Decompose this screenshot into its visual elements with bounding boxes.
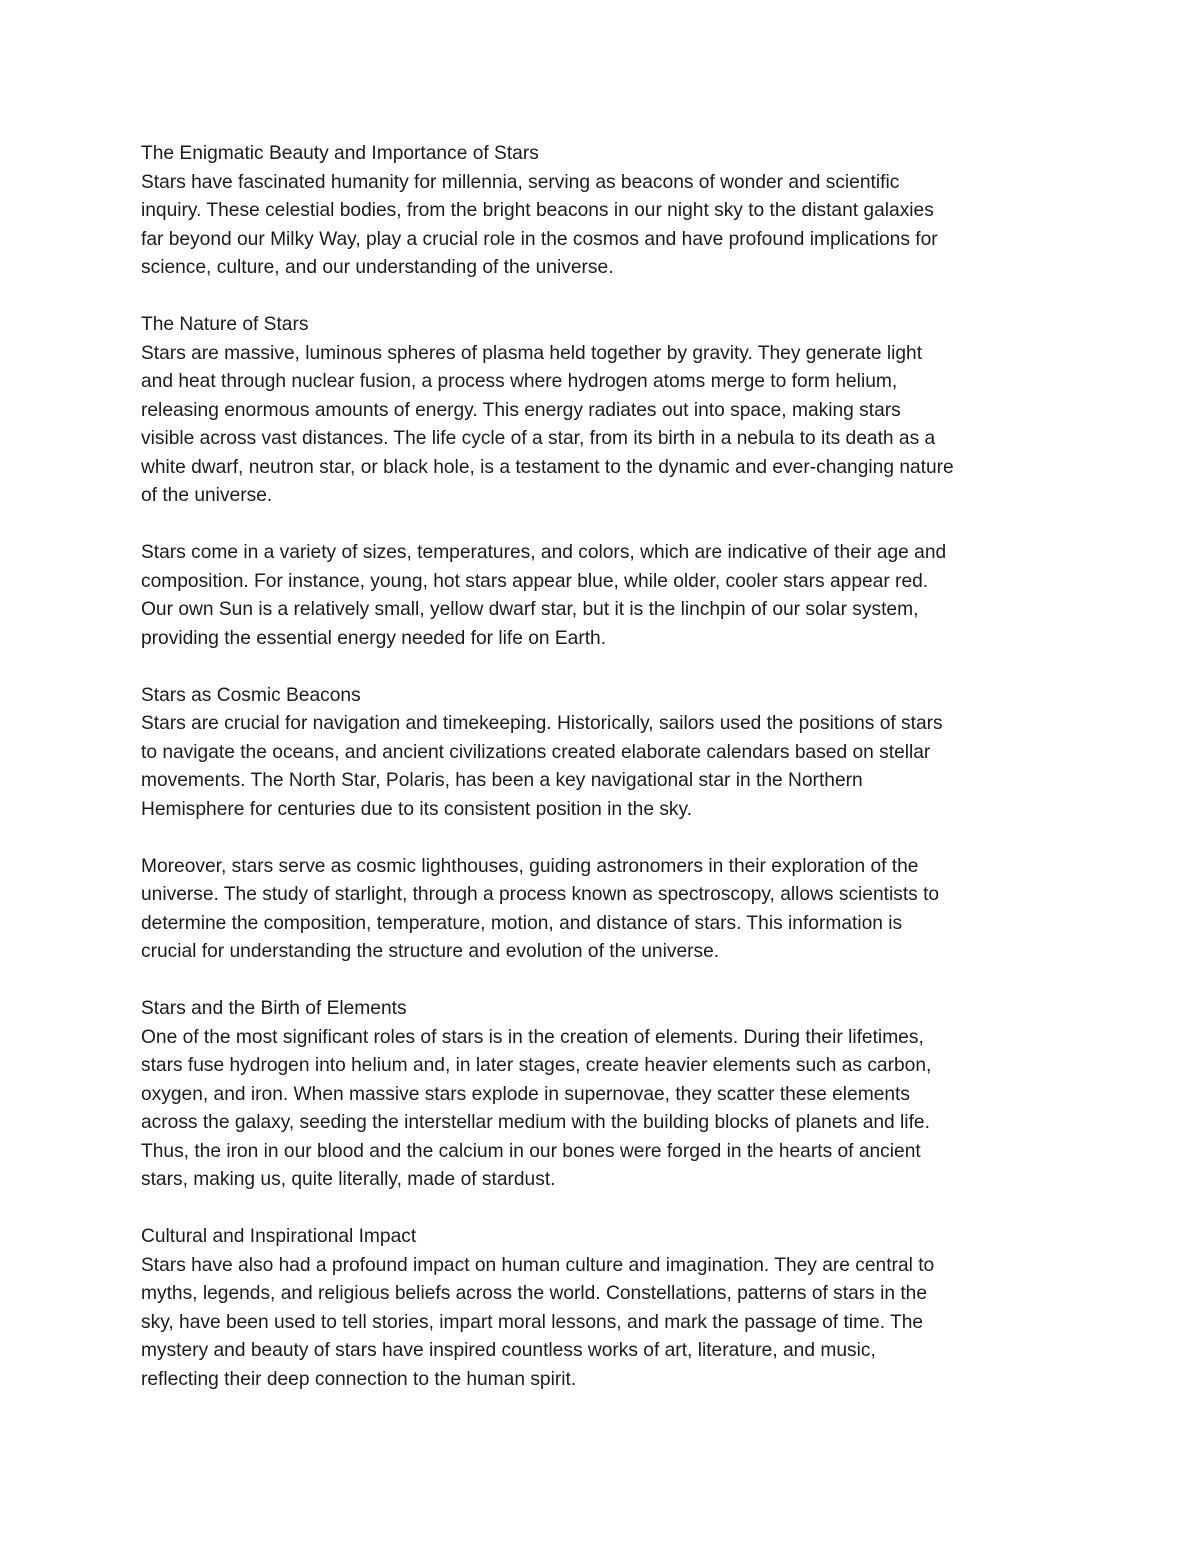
section-heading-cultural: Cultural and Inspirational Impact — [141, 1226, 417, 1247]
beacons-paragraph-2: Moreover, stars serve as cosmic lighthouses, guiding astronomers in their exploration of the universe. The study of starlight, through a process known as spectroscopy, allows scientists to determine the composition, temperature, motion, and distance of stars. This information is crucial for understanding the structure and evolution of the universe. — [141, 855, 940, 962]
nature-paragraph-1: Stars are massive, luminous spheres of plasma held together by gravity. They generate light and heat through nuclear fusion, a process where hydrogen atoms merge to form helium, releasing enormous amounts of energy. This energy radiates out into space, making stars visible across vast distances. The life cycle of a star, from its birth in a nebula to its death as a white dwarf, neutron star, or black hole, is a testament to the dynamic and ever-changing nature of the universe. — [141, 342, 954, 506]
cultural-paragraph-1: Stars have also had a profound impact on human culture and imagination. They are central to myths, legends, and religious beliefs across the world. Constellations, patterns of stars in the sky, have been used to tell stories, impart moral lessons, and mark the passage of time. The mystery and beauty of stars have inspired countless works of art, literature, and music, reflecting their deep connection to the human spirit. — [141, 1254, 935, 1390]
section-heading-beacons: Stars as Cosmic Beacons — [141, 684, 361, 706]
paragraph-gap — [141, 511, 1066, 540]
elements-paragraph-1: One of the most significant roles of stars is in the creation of elements. During their lifetimes, stars fuse hydrogen into helium and, in later stages, create heavier elements such as carbon, oxygen, and iron. When massive stars explode in supernovae, they scatter these elements across the galaxy, seeding the interstellar medium with the building blocks of planets and life. Thus, the iron in our blood and the calcium in our bones were forged in the hearts of ancient stars, making us, quite literally, made of stardust. — [141, 1026, 932, 1190]
beacons-paragraph-1: Stars are crucial for navigation and timekeeping. Historically, sailors used the positions of stars to navigate the oceans, and ancient civilizations created elaborate calendars based on stellar movements. The North Star, Polaris, has been a key navigational star in the Northern Hemisphere for centuries due to its consistent position in the sky. — [141, 713, 943, 820]
document-title: The Enigmatic Beauty and Importance of Stars — [141, 143, 539, 164]
paragraph-gap — [141, 1195, 1066, 1224]
paragraph-gap — [141, 653, 1066, 682]
intro-paragraph: Stars have fascinated humanity for millennia, serving as beacons of wonder and scientific inquiry. These celestial bodies, from the bright beacons in our night sky to the distant galaxies far beyond our Milky Way, play a crucial role in the cosmos and have profound implications for science, culture, and our understanding of the universe. — [141, 171, 938, 278]
section-heading-nature: The Nature of Stars — [141, 314, 309, 335]
paragraph-gap — [141, 283, 1066, 312]
section-heading-elements: Stars and the Birth of Elements — [141, 998, 407, 1019]
paragraph-gap — [141, 967, 1066, 996]
paragraph-gap — [141, 824, 1066, 853]
nature-paragraph-2: Stars come in a variety of sizes, temperatures, and colors, which are indicative of their age and composition. For instance, young, hot stars appear blue, while older, cooler stars appear red. Our own Sun is a relatively small, yellow dwarf star, but it is the linchpin of our solar system, providing the essential energy needed for life on Earth. — [141, 542, 947, 649]
document-page — [141, 140, 1066, 1394]
